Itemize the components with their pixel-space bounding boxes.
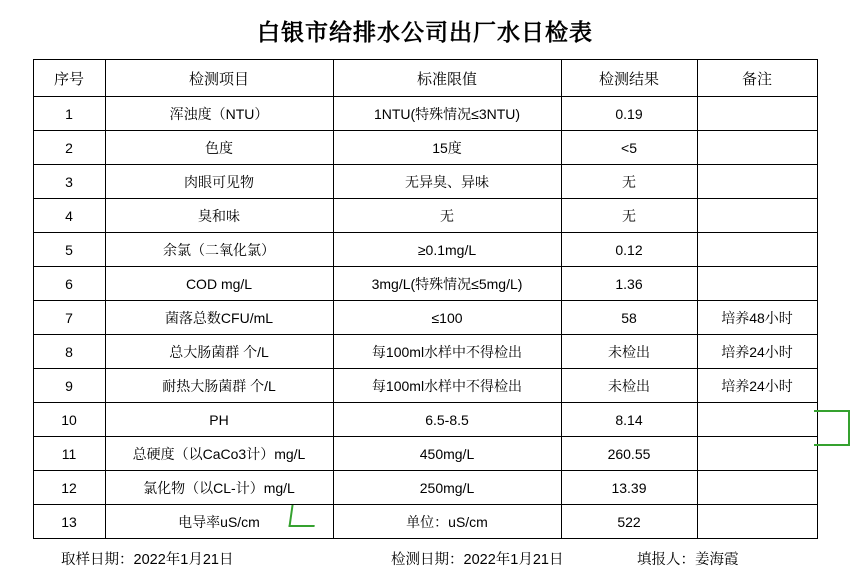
cell-result: 未检出 — [561, 369, 697, 403]
cell-note: 培养48小时 — [697, 301, 817, 335]
cell-note — [697, 505, 817, 539]
cell-index: 1 — [33, 97, 105, 131]
cell-limit: ≥0.1mg/L — [333, 233, 561, 267]
cell-result: 260.55 — [561, 437, 697, 471]
column-header-result: 检测结果 — [561, 60, 697, 97]
table-row — [33, 267, 817, 301]
page-title: 白银市给排水公司出厂水日检表 — [257, 19, 593, 45]
cell-limit: 3mg/L(特殊情况≤5mg/L) — [333, 267, 561, 301]
cell-limit: 450mg/L — [333, 437, 561, 471]
cell-note — [697, 199, 817, 233]
column-header-note: 备注 — [697, 60, 817, 97]
reporter-name: 填报人：姜海霞 — [637, 552, 739, 568]
cell-result: 0.12 — [561, 233, 697, 267]
cell-limit: 250mg/L — [333, 471, 561, 505]
cell-index: 11 — [33, 437, 105, 471]
table-header — [33, 60, 817, 97]
footer — [33, 539, 817, 569]
table-row — [33, 199, 817, 233]
column-header-item: 检测项目 — [105, 60, 333, 97]
cell-item: 余氯（二氧化氯） — [105, 233, 333, 267]
table-row — [33, 165, 817, 199]
cell-index: 8 — [33, 335, 105, 369]
table-row — [33, 505, 817, 539]
cell-item: 色度 — [105, 131, 333, 165]
cell-index: 6 — [33, 267, 105, 301]
scan-mark-right — [814, 410, 850, 446]
cell-item: 肉眼可见物 — [105, 165, 333, 199]
table-row — [33, 403, 817, 437]
cell-note — [697, 471, 817, 505]
cell-index: 10 — [33, 403, 105, 437]
cell-limit: 每100ml水样中不得检出 — [333, 335, 561, 369]
cell-item: 总大肠菌群 个/L — [105, 335, 333, 369]
cell-item: PH — [105, 403, 333, 437]
cell-note — [697, 437, 817, 471]
table-row — [33, 335, 817, 369]
cell-index: 2 — [33, 131, 105, 165]
cell-index: 12 — [33, 471, 105, 505]
cell-index: 13 — [33, 505, 105, 539]
cell-note — [697, 165, 817, 199]
cell-result: 8.14 — [561, 403, 697, 437]
cell-item: 耐热大肠菌群 个/L — [105, 369, 333, 403]
cell-limit: 无异臭、异味 — [333, 165, 561, 199]
water-quality-table — [33, 59, 818, 539]
cell-result: 无 — [561, 165, 697, 199]
cell-note: 培养24小时 — [697, 369, 817, 403]
cell-item: COD mg/L — [105, 267, 333, 301]
cell-limit: 6.5-8.5 — [333, 403, 561, 437]
cell-item: 浑浊度（NTU） — [105, 97, 333, 131]
column-header-index: 序号 — [33, 60, 105, 97]
cell-item: 总硬度（以CaCo3计）mg/L — [105, 437, 333, 471]
table-row — [33, 97, 817, 131]
table-row — [33, 471, 817, 505]
cell-result: 13.39 — [561, 471, 697, 505]
cell-limit: 15度 — [333, 131, 561, 165]
cell-note — [697, 233, 817, 267]
scan-mark-bottom — [288, 505, 317, 527]
cell-result: 522 — [561, 505, 697, 539]
cell-index: 7 — [33, 301, 105, 335]
cell-result: 未检出 — [561, 335, 697, 369]
testing-date: 检测日期：2022年1月21日 — [391, 552, 564, 568]
cell-limit: ≤100 — [333, 301, 561, 335]
table-row — [33, 301, 817, 335]
cell-result: 58 — [561, 301, 697, 335]
cell-limit: 单位：uS/cm — [333, 505, 561, 539]
cell-note — [697, 97, 817, 131]
column-header-limit: 标准限值 — [333, 60, 561, 97]
cell-index: 4 — [33, 199, 105, 233]
cell-note: 培养24小时 — [697, 335, 817, 369]
sampling-date: 取样日期：2022年1月21日 — [61, 552, 234, 568]
cell-index: 5 — [33, 233, 105, 267]
table-row — [33, 437, 817, 471]
cell-index: 3 — [33, 165, 105, 199]
cell-result: 1.36 — [561, 267, 697, 301]
cell-item: 臭和味 — [105, 199, 333, 233]
cell-result: 0.19 — [561, 97, 697, 131]
table-header-row — [33, 60, 817, 97]
cell-note — [697, 267, 817, 301]
cell-limit: 1NTU(特殊情况≤3NTU) — [333, 97, 561, 131]
table-row — [33, 369, 817, 403]
table-body — [33, 97, 817, 539]
table-row — [33, 131, 817, 165]
cell-item: 菌落总数CFU/mL — [105, 301, 333, 335]
cell-result: 无 — [561, 199, 697, 233]
cell-index: 9 — [33, 369, 105, 403]
table-row — [33, 233, 817, 267]
cell-item: 电导率uS/cm — [105, 505, 333, 539]
cell-limit: 无 — [333, 199, 561, 233]
cell-item: 氯化物（以CL-计）mg/L — [105, 471, 333, 505]
cell-limit: 每100ml水样中不得检出 — [333, 369, 561, 403]
cell-note — [697, 131, 817, 165]
cell-note — [697, 403, 817, 437]
cell-result: <5 — [561, 131, 697, 165]
